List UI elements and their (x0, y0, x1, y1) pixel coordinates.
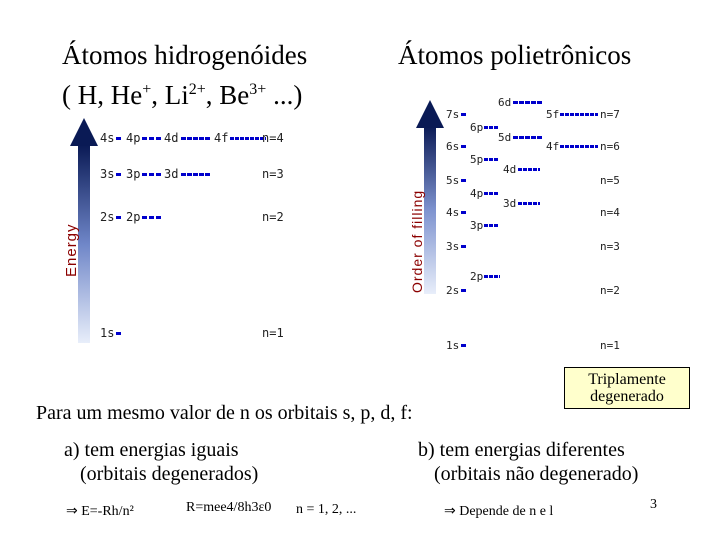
energy-axis-label: Energy (63, 223, 80, 277)
orbital-label: 4f (214, 131, 229, 145)
subtitle-part: , Li (151, 80, 189, 110)
orbital-label: 6d (498, 96, 512, 109)
orbital-label: 5s (446, 174, 460, 187)
subtitle-sup: 3+ (249, 81, 267, 98)
orbital-box (461, 289, 466, 292)
rydberg-formula: R=meе4/8h3ε0 (186, 500, 272, 515)
degeneracy-note-box (564, 367, 690, 409)
page-number: 3 (650, 497, 657, 512)
orbital-box (461, 211, 466, 214)
orbital-label: 5d (498, 131, 512, 144)
level-label: n=3 (600, 240, 620, 253)
orbital-label: 4d (503, 163, 517, 176)
orbital-label: 2p (126, 210, 141, 224)
quantum-number-values: n = 1, 2, ... (296, 502, 357, 517)
level-label: n=7 (600, 108, 620, 121)
level-label: n=4 (600, 206, 620, 219)
orbital-label: 5p (470, 153, 484, 166)
orbital-box (116, 137, 121, 140)
subtitle-sup: 2+ (188, 81, 206, 98)
level-label: n=6 (600, 140, 620, 153)
level-label: n=2 (600, 284, 620, 297)
orbital-label: 1s (100, 326, 115, 340)
orbital-label: 3p (470, 219, 484, 232)
case-b-line1: b) tem energias diferentes (418, 439, 625, 461)
filling-arrow-shaft (424, 126, 436, 294)
orbital-label: 4s (100, 131, 115, 145)
filling-axis-label: Order of filling (409, 189, 425, 293)
depends-text: ⇒ Depende de n e l (444, 504, 554, 519)
orbital-label: 6s (446, 140, 460, 153)
orbital-box (461, 113, 466, 116)
level-label: n=1 (600, 339, 620, 352)
orbital-box (461, 179, 466, 182)
energy-formula: ⇒ E=-Rh/n² (66, 504, 134, 519)
orbital-label: 3d (503, 197, 517, 210)
orbital-box (461, 245, 466, 248)
right-title: Átomos polietrônicos (398, 40, 632, 70)
orbital-label: 3p (126, 167, 141, 181)
orbital-label: 1s (446, 339, 460, 352)
subtitle-part: , Be (205, 80, 250, 110)
level-label: n=4 (262, 131, 284, 145)
orbital-label: 3d (164, 167, 179, 181)
level-label: n=1 (262, 326, 284, 340)
case-a-line2: (orbitais degenerados) (80, 463, 259, 485)
subtitle-sup: + (142, 81, 152, 98)
orbital-label: 4p (470, 187, 484, 200)
orbital-box (461, 344, 466, 347)
left-title: Átomos hidrogenóides (62, 40, 308, 70)
orbital-box (116, 216, 121, 219)
orbital-label: 5f (546, 108, 560, 121)
orbital-label: 7s (446, 108, 460, 121)
level-label: n=3 (262, 167, 284, 181)
orbital-box (461, 145, 466, 148)
note-line: Triplamente (588, 371, 666, 388)
orbital-label: 4d (164, 131, 179, 145)
subtitle-part: ( H, He (62, 80, 143, 110)
orbital-label: 4s (446, 206, 460, 219)
orbital-label: 3s (100, 167, 115, 181)
orbital-label: 4f (546, 140, 560, 153)
orbital-label: 6p (470, 121, 484, 134)
orbital-box (116, 332, 121, 335)
filling-diagram (446, 96, 620, 352)
filling-arrow-head (416, 100, 444, 128)
subtitle-part: ...) (266, 80, 303, 110)
orbital-label: 2p (470, 270, 484, 283)
note-line: degenerado (590, 388, 664, 405)
level-label: n=2 (262, 210, 284, 224)
level-label: n=5 (600, 174, 620, 187)
energy-arrow-head (70, 118, 98, 146)
orbital-label: 2s (100, 210, 115, 224)
orbital-label: 2s (446, 284, 460, 297)
case-b-line2: (orbitais não degenerado) (434, 463, 639, 485)
statement-text: Para um mesmo valor de n os orbitais s, p, d, f: (36, 402, 413, 424)
orbital-box (116, 173, 121, 176)
case-a-line1: a) tem energias iguais (64, 439, 239, 461)
orbital-label: 4p (126, 131, 141, 145)
orbital-label: 3s (446, 240, 460, 253)
